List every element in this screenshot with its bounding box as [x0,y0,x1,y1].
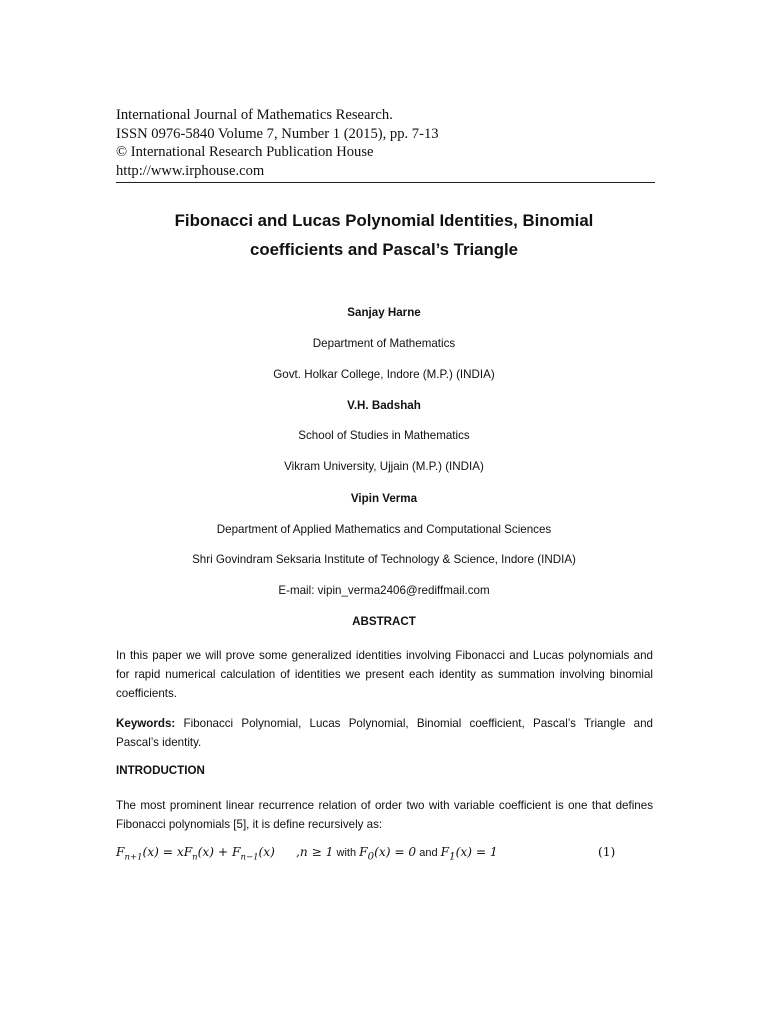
paper-title-line-2: coefficients and Pascal’s Triangle [250,240,518,259]
author-name-3: Vipin Verma [350,492,418,505]
equation-conditions [296,845,498,862]
equation-number: (1) [598,845,616,859]
abstract-heading: ABSTRACT [352,615,416,628]
eq-last-subscript: n−1 [240,852,259,863]
eq-last-argument: (x) [258,845,275,859]
journal-name: International Journal of Mathematics Research. [116,107,393,123]
keywords-text: Fibonacci Polynomial, Lucas Polynomial, Binomial coefficient, Pascal’s Triangle and Pascal’s identity. [116,717,653,750]
abstract-text: In this paper we will prove some generalized identities involving Fibonacci and Lucas polynomials and for rapid numerical calculation of identities we present each identity as summation involving binomial coefficients. [116,649,653,701]
author-dept-2: School of Studies in Mathematics [298,429,470,442]
eq-init2-value: (x) = 1 [455,845,498,859]
author-name-1: Sanjay Harne [347,306,421,319]
paper-title [100,206,668,264]
eq-init2-subscript: 1 [449,851,456,863]
eq-lhs-argument: (x) = xF [142,845,193,859]
author-dept-1: Department of Mathematics [312,337,456,350]
keywords [116,714,653,752]
journal-publisher: © International Research Publication House [116,144,374,160]
journal-issn: ISSN 0976-5840 Volume 7, Number 1 (2015), pp. 7-13 [116,125,439,142]
author-institution-2: Vikram University, Ujjain (M.P.) (INDIA) [284,460,484,473]
eq-with-word: with [333,847,360,859]
equation-1 [116,845,653,867]
author-name-2: V.H. Badshah [347,399,421,412]
author-institution-3: Shri Govindram Seksaria Institute of Technology & Science, Indore (INDIA) [192,553,576,566]
keywords-label: Keywords: [116,717,176,730]
author-dept-3: Department of Applied Mathematics and Computational Sciences [216,523,552,536]
author-email: E-mail: vipin_verma2406@rediffmail.com [278,584,490,597]
journal-url: http://www.irphouse.com [116,162,265,179]
eq-mid-subscript: n [192,852,198,863]
journal-header [116,106,655,183]
eq-mid-argument: (x) + F [197,845,241,859]
paper-title-line-1: Fibonacci and Lucas Polynomial Identities, Binomial [174,211,594,230]
eq-init1-value: (x) = 0 [374,845,417,859]
introduction-text: The most prominent linear recurrence relation of order two with variable coefficient is one that defines Fibonacci polynomials [5], it is define recursively as: [116,799,653,832]
equation-recurrence [116,845,275,862]
author-institution-1: Govt. Holkar College, Indore (M.P.) (INDIA) [273,368,495,381]
eq-lhs-subscript: n+1 [124,852,143,863]
eq-init1-subscript: 0 [367,851,375,863]
eq-lhs-symbol: F [116,845,125,859]
eq-init2-symbol: F [440,845,450,859]
eq-init1-symbol: F [359,845,368,859]
introduction-heading: INTRODUCTION [116,764,205,777]
eq-condition: ,n ≥ 1 [296,845,334,859]
eq-and-word: and [416,847,441,859]
